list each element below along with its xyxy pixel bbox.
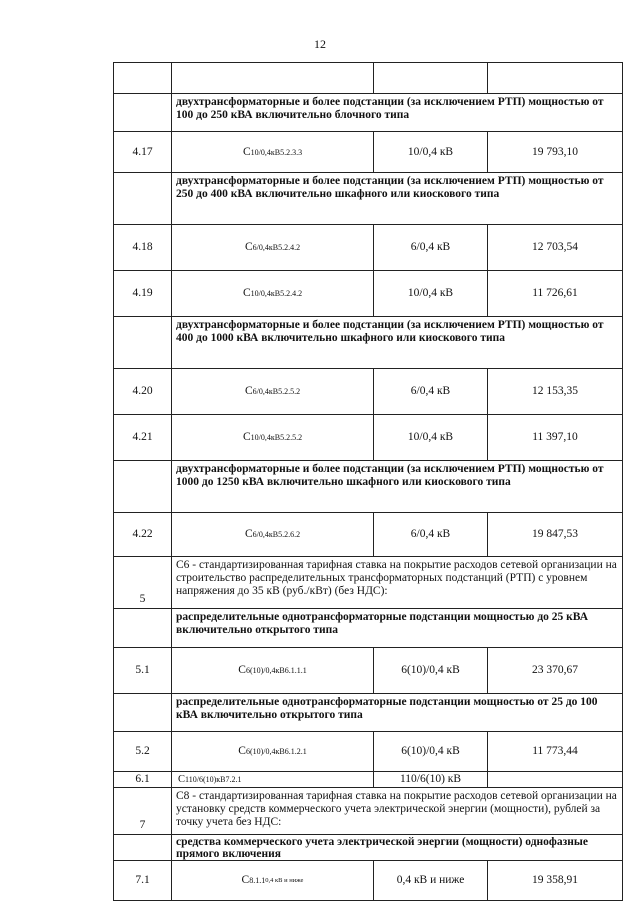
row-number: 5.1 [114, 648, 172, 694]
rate-code: C 6(10)/0,4кВ 6.1.1.1 [172, 648, 374, 694]
page-number: 12 [314, 37, 326, 51]
row-number: 6.1 [114, 772, 172, 788]
section-header-row [114, 694, 623, 732]
rate-value: 23 370,67 [488, 648, 623, 694]
rate-code: C 10/0,4кВ 5.2.3.3 [172, 132, 374, 173]
table-row [114, 132, 623, 173]
rate-value: 12 153,35 [488, 369, 623, 415]
section-header: распределительные однотрансформаторные подстанции мощностью до 25 кВА включительно открытого типа [172, 609, 623, 648]
row-number: 7 [114, 788, 172, 835]
rate-code: C 8.1.1 0,4 кВ и ниже [172, 861, 374, 901]
rate-code: C 6/0,4кВ 5.2.6.2 [172, 513, 374, 557]
voltage-cell: 6/0,4 кВ [374, 513, 488, 557]
section-header-row [114, 173, 623, 225]
section-header-row [114, 94, 623, 132]
table-row [114, 732, 623, 772]
row-number: 5.2 [114, 732, 172, 772]
rate-value: 19 358,91 [488, 861, 623, 901]
voltage-cell: 6(10)/0,4 кВ [374, 732, 488, 772]
section-header: двухтрансформаторные и более подстанции (за исключением РТП) мощностью от 1000 до 1250 кВА включительно шкафного или киоскового типа [172, 461, 623, 513]
table-row [114, 557, 623, 609]
section-header: двухтрансформаторные и более подстанции (за исключением РТП) мощностью от 100 до 250 кВА включительно блочного типа [172, 94, 623, 132]
row-number: 4.19 [114, 271, 172, 317]
row-number: 7.1 [114, 861, 172, 901]
rate-code: C 10/0,4кВ 5.2.4.2 [172, 271, 374, 317]
section-description: С8 - стандартизированная тарифная ставка на покрытие расходов сетевой организации на установку средств коммерческого учета электрической энергии (мощности), рублей за точку учета без НДС: [172, 788, 623, 835]
voltage-cell: 0,4 кВ и ниже [374, 861, 488, 901]
section-header-row [114, 835, 623, 861]
table-row [114, 648, 623, 694]
rate-code: C 6/0,4кВ 5.2.5.2 [172, 369, 374, 415]
section-header: двухтрансформаторные и более подстанции (за исключением РТП) мощностью от 250 до 400 кВА включительно шкафного или киоскового типа [172, 173, 623, 225]
tariff-table [113, 62, 623, 901]
rate-value: 11 397,10 [488, 415, 623, 461]
rate-value: 19 793,10 [488, 132, 623, 173]
voltage-cell: 6(10)/0,4 кВ [374, 648, 488, 694]
table-row [114, 63, 623, 94]
row-number: 4.21 [114, 415, 172, 461]
voltage-cell: 10/0,4 кВ [374, 271, 488, 317]
voltage-cell: 10/0,4 кВ [374, 132, 488, 173]
section-header: средства коммерческого учета электрической энергии (мощности) однофазные прямого включения [172, 835, 623, 861]
section-header: распределительные однотрансформаторные подстанции мощностью от 25 до 100 кВА включительно открытого типа [172, 694, 623, 732]
row-number: 5 [114, 557, 172, 609]
section-header-row [114, 461, 623, 513]
rate-code: C 110/6(10)кВ 7.2.1 [172, 772, 374, 788]
section-description: С6 - стандартизированная тарифная ставка на покрытие расходов сетевой организации на строительство распределительных трансформаторных подстанций (РТП) с уровнем напряжения до 35 кВ (руб./кВт) (без НДС): [172, 557, 623, 609]
row-number: 4.18 [114, 225, 172, 271]
rate-code: C 6(10)/0,4кВ 6.1.2.1 [172, 732, 374, 772]
voltage-cell: 6/0,4 кВ [374, 225, 488, 271]
voltage-cell: 10/0,4 кВ [374, 415, 488, 461]
voltage-cell: 110/6(10) кВ [374, 772, 488, 788]
table-row [114, 772, 623, 788]
table-row [114, 225, 623, 271]
table-row [114, 788, 623, 835]
section-header-row [114, 317, 623, 369]
rate-value [488, 772, 623, 788]
section-header: двухтрансформаторные и более подстанции (за исключением РТП) мощностью от 400 до 1000 кВА включительно шкафного или киоскового типа [172, 317, 623, 369]
rate-value: 19 847,53 [488, 513, 623, 557]
rate-value: 12 703,54 [488, 225, 623, 271]
rate-value: 11 773,44 [488, 732, 623, 772]
row-number: 4.22 [114, 513, 172, 557]
table-row [114, 369, 623, 415]
table-row [114, 415, 623, 461]
section-header-row [114, 609, 623, 648]
row-number: 4.20 [114, 369, 172, 415]
row-number: 4.17 [114, 132, 172, 173]
rate-code: C 10/0,4кВ 5.2.5.2 [172, 415, 374, 461]
table-row [114, 271, 623, 317]
table-row [114, 861, 623, 901]
table-row [114, 513, 623, 557]
rate-value: 11 726,61 [488, 271, 623, 317]
voltage-cell: 6/0,4 кВ [374, 369, 488, 415]
rate-code: C 6/0,4кВ 5.2.4.2 [172, 225, 374, 271]
